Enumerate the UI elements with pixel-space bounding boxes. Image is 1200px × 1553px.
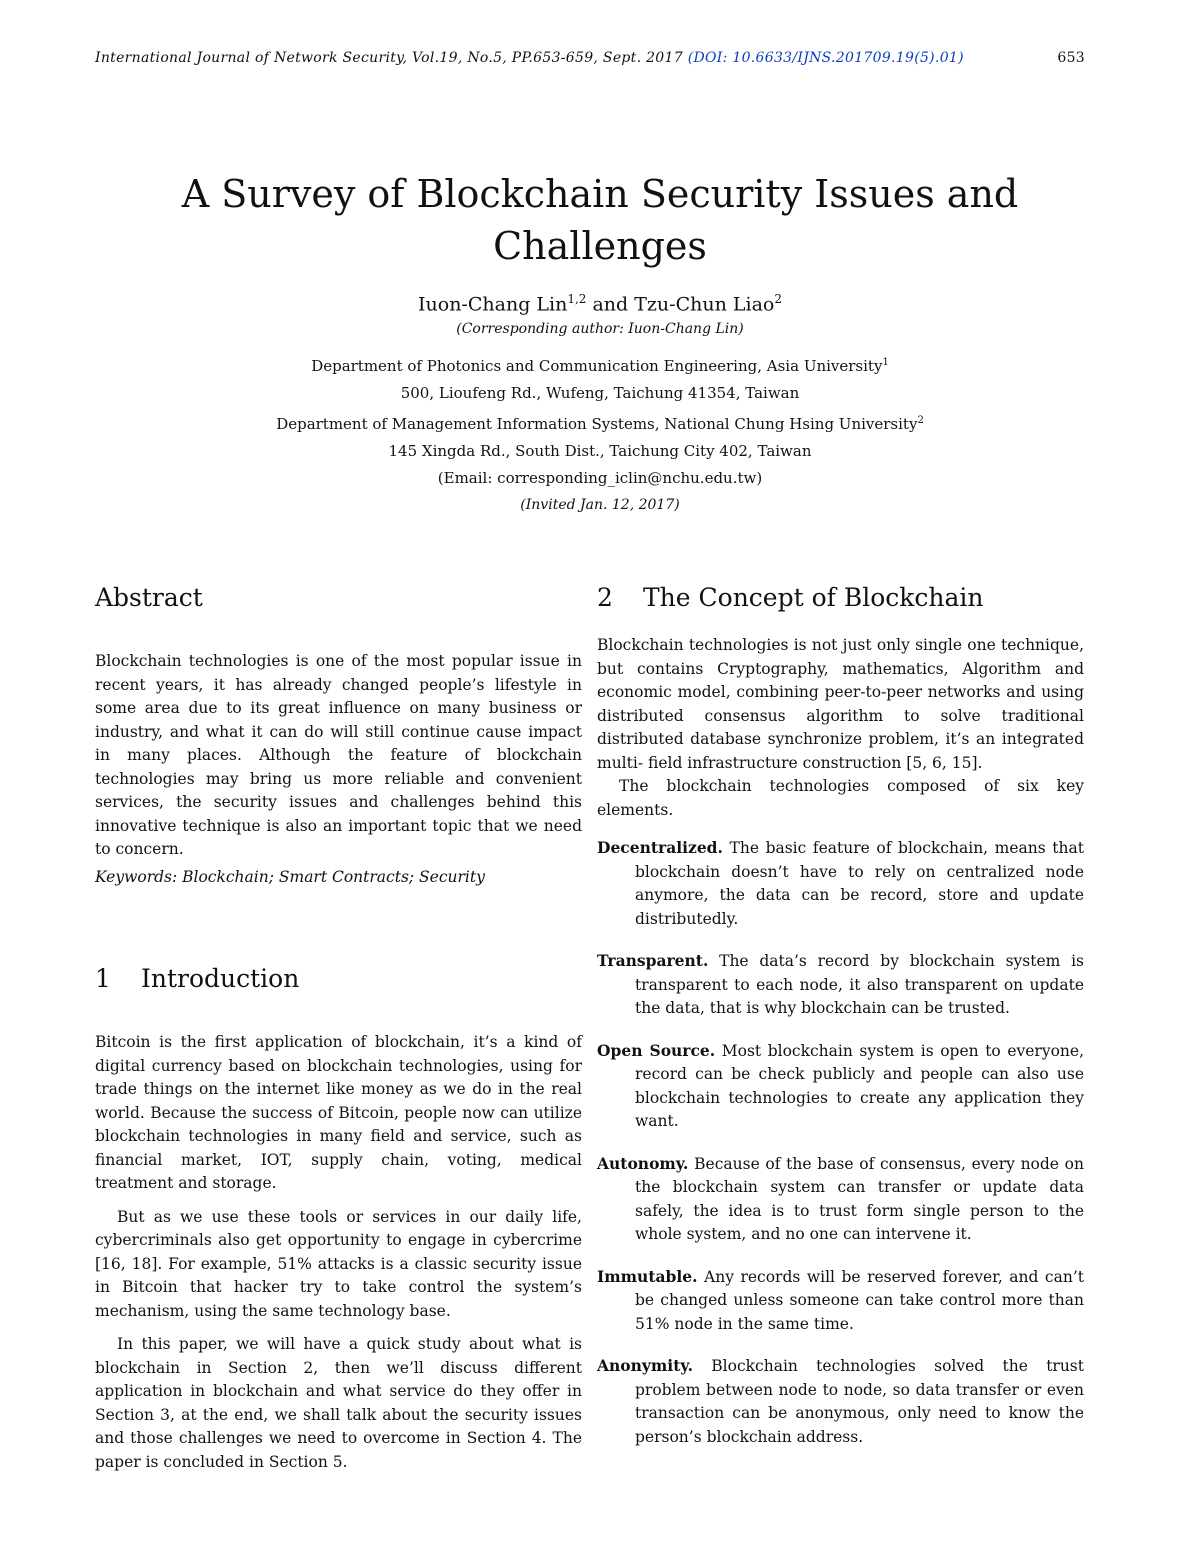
keywords: Keywords: Blockchain; Smart Contracts; Security xyxy=(95,867,485,886)
invited-date: (Invited Jan. 12, 2017) xyxy=(520,497,680,513)
definition-term: Anonymity. xyxy=(597,1356,693,1375)
author-affiliation-mark: 1,2 xyxy=(567,292,587,306)
doi-link[interactable]: (DOI: 10.6633/IJNS.201709.19(5).01) xyxy=(687,50,964,66)
definition-item xyxy=(597,836,1084,931)
affiliation-line xyxy=(100,349,1100,380)
paragraph: But as we use these tools or services in our daily life, cybercriminals also get opportunity to engage in cybercrime [16, 18]. For example, 51% attacks is a classic security issue in Bitcoin that hacker try to take control the system’s mechanism, using the same technology base. xyxy=(95,1207,582,1320)
definition-term: Autonomy. xyxy=(597,1153,689,1173)
definition-item xyxy=(597,1354,1084,1449)
definition-item xyxy=(597,1039,1084,1134)
definition-term: Decentralized. xyxy=(597,838,723,857)
section-title: The Concept of Blockchain xyxy=(643,583,984,612)
left-column xyxy=(95,580,582,1474)
author-line xyxy=(100,286,1100,317)
section-heading-introduction xyxy=(95,961,582,997)
definition-term: Transparent. xyxy=(597,951,709,970)
author-conjunction: and xyxy=(592,293,629,316)
definition-item xyxy=(597,949,1084,1021)
affiliations xyxy=(100,316,1100,519)
paragraph: Blockchain technologies is not just only single one technique, but contains Cryptography, mathematics, Algorithm and economic model, combining peer-to-peer networks and using distributed consensus algorithm to solve traditional distributed database synchronize problem, it’s an integrated multi- field infrastructure construction [5, 6, 15]. xyxy=(597,636,1084,772)
abstract-heading: Abstract xyxy=(95,583,203,612)
corresponding-author: (Corresponding author: Iuon-Chang Lin) xyxy=(456,321,744,337)
paragraph: Bitcoin is the first application of blockchain, it’s a kind of digital currency based on blockchain technologies, using for trade things on the internet like money as we do in the real world. Because the success of Bitcoin, people now can utilize blockchain technologies in many field and service, such as financial market, IOT, supply chain, voting, medical treatment and storage. xyxy=(95,1033,582,1192)
definition-text: Most blockchain system is open to everyone, record can be check publicly and people can also use blockchain technologies to create any application they want. xyxy=(635,1041,1084,1130)
definition-item xyxy=(597,1152,1084,1247)
affiliation-address: 500, Lioufeng Rd., Wufeng, Taichung 41354, Taiwan xyxy=(400,384,800,402)
affiliation-mark: 2 xyxy=(917,415,924,426)
author-name: Tzu-Chun Liao xyxy=(634,293,775,316)
section-number: 2 xyxy=(597,583,613,612)
affiliation-line xyxy=(100,407,1100,438)
paper-title: A Survey of Blockchain Security Issues and Challenges xyxy=(181,172,1019,268)
affiliation-address: 145 Xingda Rd., South Dist., Taichung City 402, Taiwan xyxy=(388,442,812,460)
email: (Email: corresponding_iclin@nchu.edu.tw) xyxy=(437,469,763,487)
journal-citation: International Journal of Network Security, Vol.19, No.5, PP.653-659, Sept. 2017 xyxy=(95,50,683,66)
section-number: 1 xyxy=(95,964,111,993)
author-affiliation-mark: 2 xyxy=(774,292,782,306)
paragraph: The blockchain technologies composed of six key elements. xyxy=(597,777,1084,819)
affiliation-dept: Department of Photonics and Communication Engineering, Asia University xyxy=(311,357,883,375)
definition-item xyxy=(597,1265,1084,1337)
definition-term: Immutable. xyxy=(597,1266,698,1286)
definition-term: Open Source. xyxy=(597,1040,716,1060)
definition-text: The data’s record by blockchain system is transparent to each node, it also transparent on update the data, that is why blockchain can be trusted. xyxy=(635,952,1084,1017)
page-number: 653 xyxy=(1057,50,1085,66)
section-title: Introduction xyxy=(141,964,300,993)
definition-text: The basic feature of blockchain, means that blockchain doesn’t have to rely on centralized node anymore, the data can be record, store and update distributedly. xyxy=(635,839,1084,928)
abstract-text: Blockchain technologies is one of the most popular issue in recent years, it has already changed people’s lifestyle in some area due to its great influence on many business or industry, and what it can do will still continue cause impact in many places. Although the feature of blockchain technologies may bring us more reliable and convenient services, the security issues and challenges behind this innovative technique is also an important topic that we need to concern. xyxy=(95,652,582,858)
right-column xyxy=(597,580,1084,1449)
affiliation-dept: Department of Management Information Systems, National Chung Hsing University xyxy=(276,415,918,433)
author-name: Iuon-Chang Lin xyxy=(418,293,568,316)
paragraph: In this paper, we will have a quick study about what is blockchain in Section 2, then we’ll discuss different application in blockchain and what service do they offer in Section 3, at the end, we shall talk about the security issues and those challenges we need to overcome in Section 4. The paper is concluded in Section 5. xyxy=(95,1335,582,1471)
section-heading-concept xyxy=(597,580,1084,616)
running-header xyxy=(95,50,1085,66)
definition-text: Any records will be reserved forever, and can’t be changed unless someone can take control more than 51% node in the same time. xyxy=(635,1267,1084,1333)
definition-text: Blockchain technologies solved the trust problem between node to node, so data transfer or even transaction can be anonymous, only need to know the person’s blockchain address. xyxy=(635,1357,1084,1446)
definition-text: Because of the base of consensus, every node on the blockchain system can transfer or update data safely, the idea is to trust form single person to the whole system, and no one can intervene it. xyxy=(635,1154,1084,1243)
affiliation-mark: 1 xyxy=(882,357,889,368)
